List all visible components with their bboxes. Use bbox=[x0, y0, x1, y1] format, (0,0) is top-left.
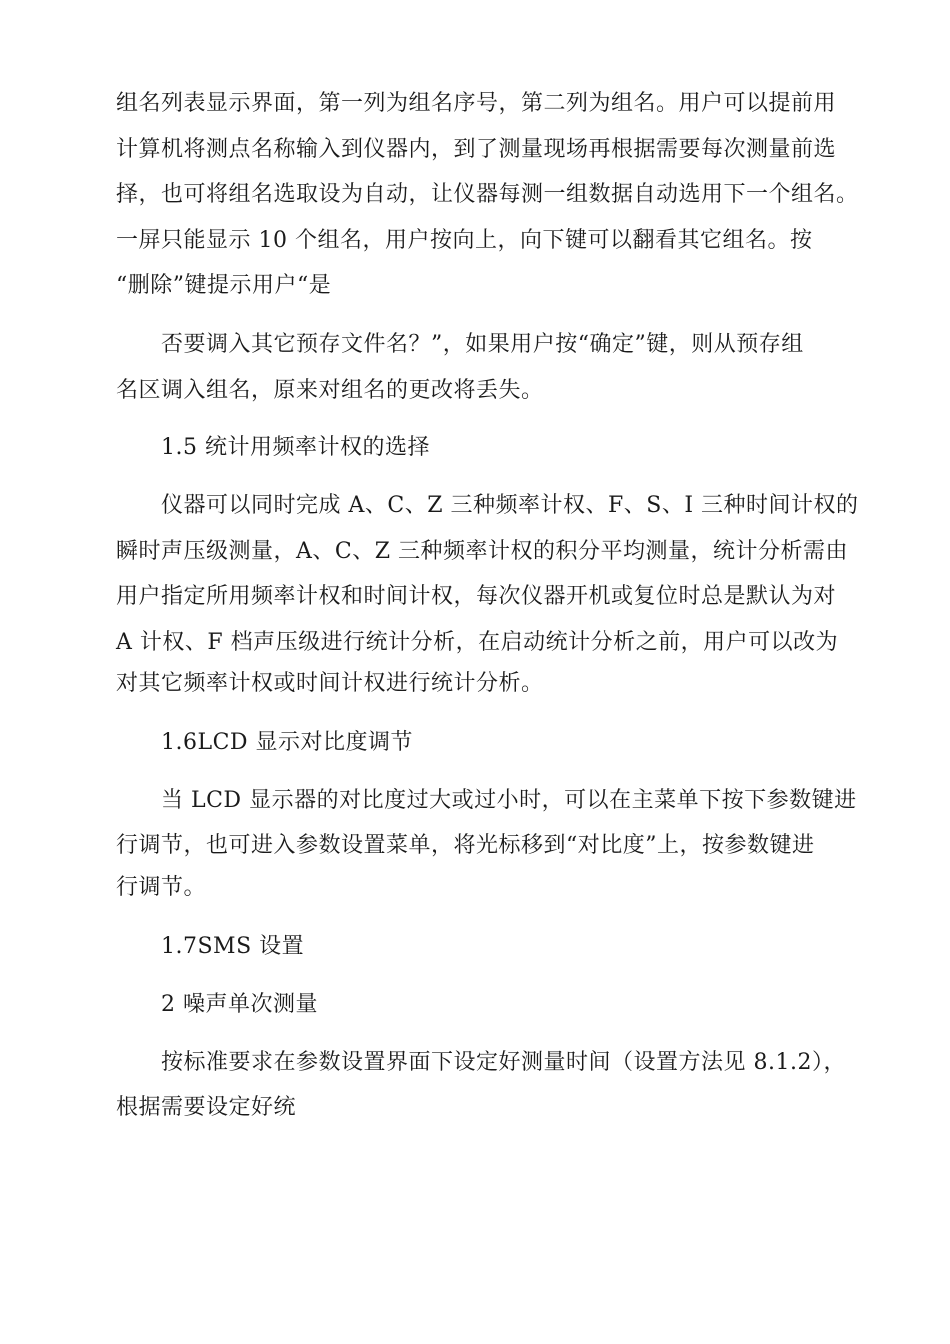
paragraph-line: 名区调入组名，原来对组名的更改将丢失。 bbox=[116, 378, 544, 403]
section-heading: 1.5 统计用频率计权的选择 bbox=[161, 435, 430, 460]
section-heading: 1.6LCD 显示对比度调节 bbox=[161, 730, 414, 755]
paragraph-line: 行调节。 bbox=[116, 875, 207, 900]
paragraph-line: 否要调入其它预存文件名？”，如果用户按“确定”键，则从预存组 bbox=[161, 332, 804, 357]
paragraph-line: 组名列表显示界面，第一列为组名序号，第二列为组名。用户可以提前用 bbox=[116, 91, 837, 116]
paragraph-line: 计算机将测点名称输入到仪器内，到了测量现场再根据需要每次测量前选 bbox=[116, 137, 837, 162]
paragraph-line: 按标准要求在参数设置界面下设定好测量时间（设置方法见 8.1.2）， bbox=[161, 1050, 846, 1075]
paragraph-line: 瞬时声压级测量，A、C、Z 三种频率计权的积分平均测量，统计分析需由 bbox=[116, 539, 849, 564]
paragraph-line: 根据需要设定好统 bbox=[116, 1095, 297, 1120]
paragraph-line: 仪器可以同时完成 A、C、Z 三种频率计权、F、S、I 三种时间计权的 bbox=[161, 493, 859, 518]
section-heading: 1.7SMS 设置 bbox=[161, 934, 305, 959]
paragraph-line: 一屏只能显示 10 个组名，用户按向上，向下键可以翻看其它组名。按 bbox=[116, 228, 813, 253]
paragraph-line: 当 LCD 显示器的对比度过大或过小时，可以在主菜单下按下参数键进 bbox=[161, 788, 857, 813]
paragraph-line: 择，也可将组名选取设为自动，让仪器每测一组数据自动选用下一个组名。 bbox=[116, 182, 859, 207]
paragraph-line: 对其它频率计权或时间计权进行统计分析。 bbox=[116, 671, 544, 696]
paragraph-line: 用户指定所用频率计权和时间计权，每次仪器开机或复位时总是默认为对 bbox=[116, 584, 837, 609]
paragraph-line: A 计权、F 档声压级进行统计分析，在启动统计分析之前，用户可以改为 bbox=[116, 630, 839, 655]
paragraph-line: 行调节，也可进入参数设置菜单，将光标移到“对比度”上，按参数键进 bbox=[116, 833, 815, 858]
section-heading: 2 噪声单次测量 bbox=[161, 992, 318, 1017]
paragraph-line: “删除”键提示用户“是 bbox=[116, 273, 332, 298]
